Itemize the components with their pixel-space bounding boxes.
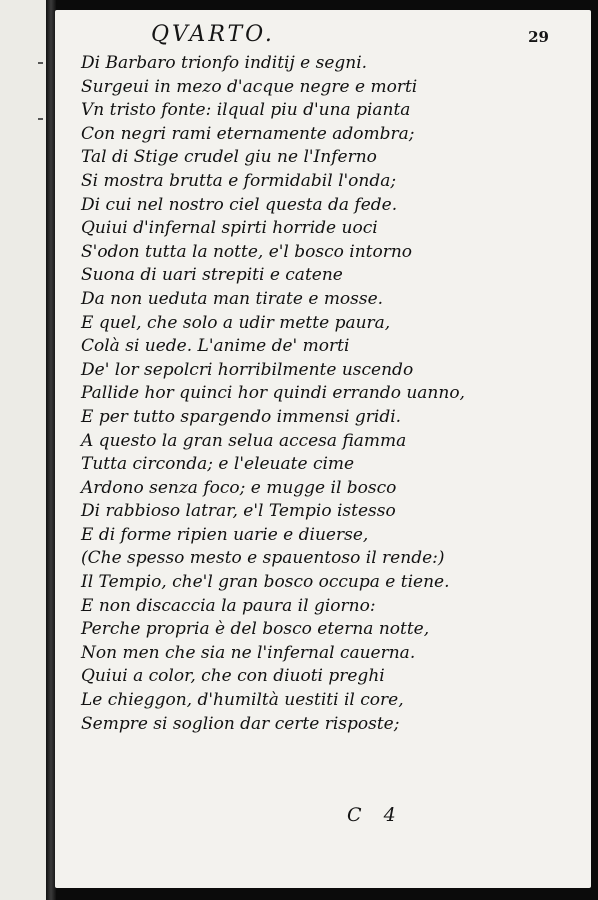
verse-line: Tutta circonda; e l'eleuate cime [81, 454, 355, 475]
verse-line: Suona di uari strepiti e catene [81, 265, 343, 286]
verse-line: Di cui nel nostro ciel questa da fede. [81, 194, 398, 215]
verse-line: Di Barbaro trionfo inditij e segni. [81, 53, 368, 73]
verse-line: E non discaccia la paura il giorno: [81, 595, 376, 616]
verse-line: Tal di Stige crudel giu ne l'Inferno [81, 147, 377, 168]
verse-line: Le chieggon, d'humiltà uestiti il core, [81, 690, 404, 711]
verse-line: Perche propria è del bosco eterna notte, [81, 619, 430, 640]
verse-line: E per tutto spargendo immensi gridi. [81, 406, 402, 427]
verse-line: (Che spesso mesto e spauentoso il rende:) [81, 548, 445, 569]
verse-line: Sempre si soglion dar certe risposte; [81, 713, 400, 734]
verse-line: Il Tempio, che'l gran bosco occupa e tiene. [81, 572, 450, 593]
verse-line: Pallide hor quinci hor quindi errando uanno, [81, 383, 465, 404]
verse-line: Colà si uede. L'anime de' morti [81, 336, 350, 357]
verse-line: Quiui d'infernal spirti horride uoci [81, 218, 378, 239]
facing-page-mark [38, 118, 43, 120]
verse-line: Si mostra brutta e formidabil l'onda; [81, 170, 397, 191]
verse-line: S'odon tutta la notte, e'l bosco intorno [81, 241, 413, 262]
verse-line: A questo la gran selua accesa fiamma [81, 430, 407, 451]
verse-line: Ardono senza foco; e mugge il bosco [81, 477, 397, 498]
facing-page-edge [0, 0, 48, 900]
verse-line: Da non ueduta man tirate e mosse. [81, 288, 384, 309]
scan-border [591, 0, 598, 900]
book-page [55, 10, 591, 888]
signature-mark: C 4 [347, 804, 404, 826]
verse-line: De' lor sepolcri horribilmente uscendo [81, 359, 414, 380]
facing-page-mark [38, 62, 43, 64]
verse-text [81, 52, 465, 736]
verse-line: Surgeui in mezo d'acque negre e morti [81, 76, 418, 97]
verse-line: Quiui a color, che con diuoti preghi [81, 666, 385, 687]
verse-line: Con negri rami eternamente adombra; [81, 123, 415, 144]
verse-line: E di forme ripien uarie e diuerse, [81, 524, 369, 545]
verse-line: Di rabbioso latrar, e'l Tempio istesso [81, 501, 396, 522]
page-number: 29 [528, 28, 549, 46]
verse-line: Non men che sia ne l'infernal cauerna. [81, 642, 416, 663]
verse-line: Vn tristo fonte: ilqual piu d'una pianta [81, 100, 411, 121]
running-head: QVARTO. [151, 22, 275, 47]
verse-line: E quel, che solo a udir mette paura, [81, 312, 391, 333]
